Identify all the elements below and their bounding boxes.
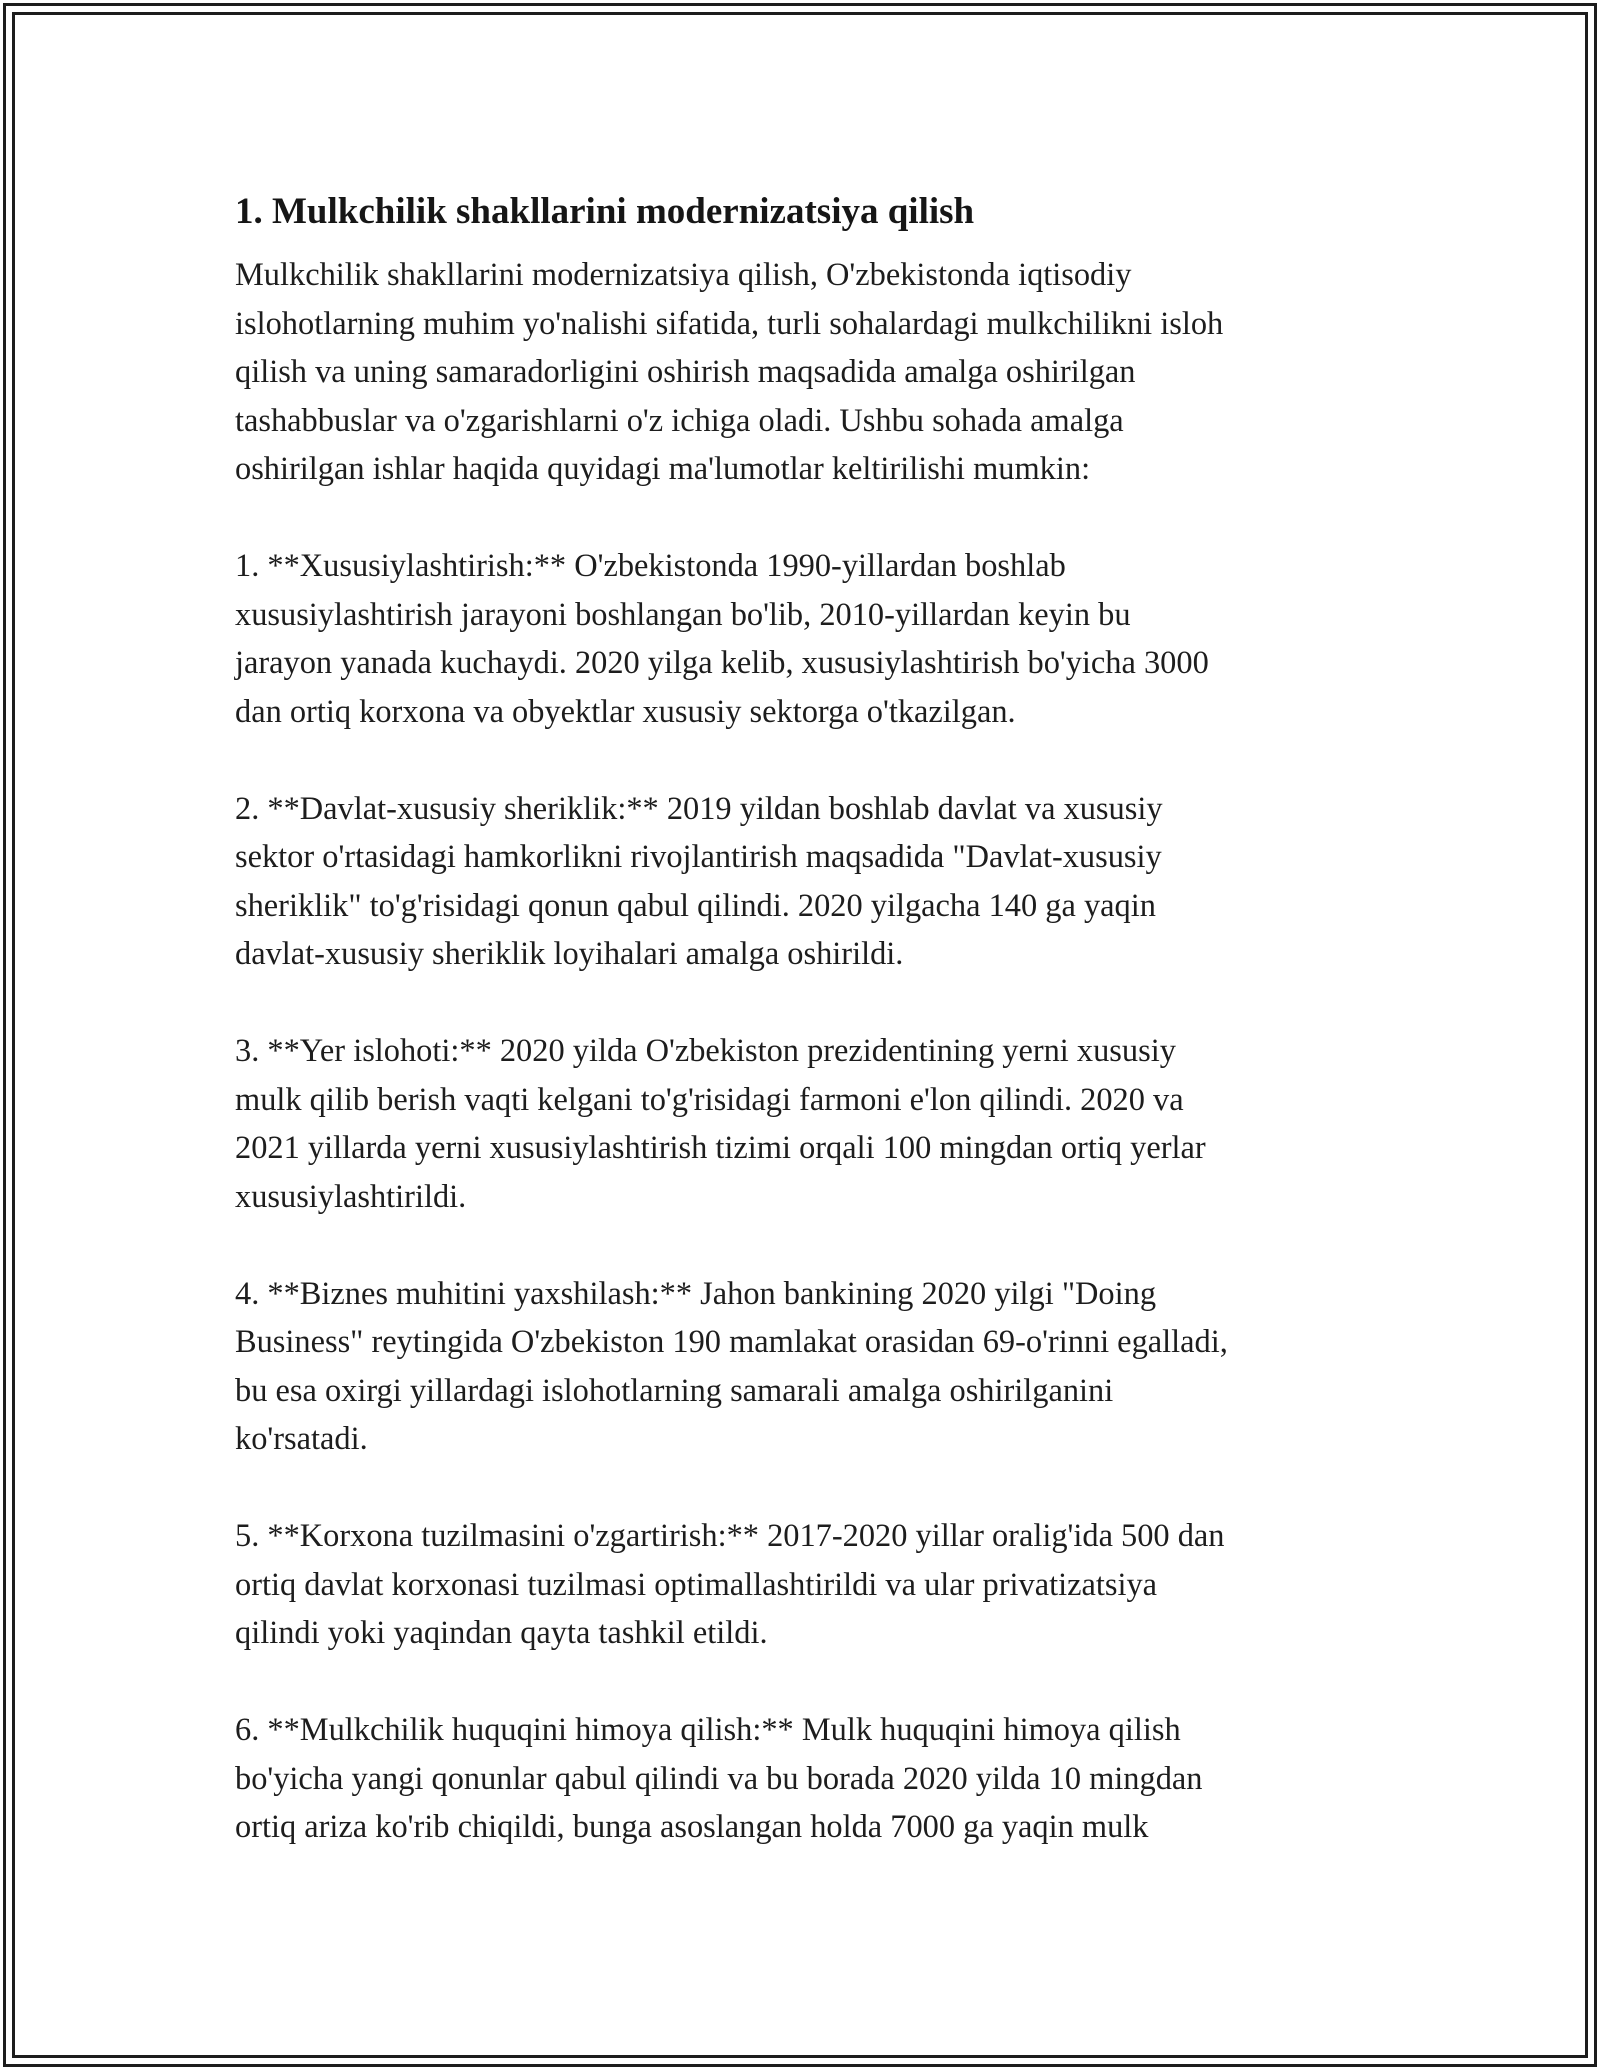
section-heading: 1. Mulkchilik shakllarini modernizatsiya qilish bbox=[235, 191, 975, 232]
intro-paragraph bbox=[235, 251, 1365, 494]
list-item-land-reform bbox=[235, 1027, 1365, 1221]
list-item-public-private-partnership bbox=[235, 785, 1365, 979]
intro-line: oshirilgan ishlar haqida quyidagi ma'lumotlar keltirilishi mumkin: bbox=[235, 451, 1091, 487]
list-item-line: 3. **Yer islohoti:** 2020 yilda O'zbekiston prezidentining yerni xususiy bbox=[235, 1033, 1176, 1069]
list-item-line: ko'rsatadi. bbox=[235, 1421, 368, 1457]
intro-line: islohotlarning muhim yo'nalishi sifatida, turli sohalardagi mulkchilikni isloh bbox=[235, 305, 1224, 342]
list-item-line: 6. **Mulkchilik huquqini himoya qilish:** Mulk huquqini himoya qilish bbox=[235, 1712, 1181, 1748]
document-body bbox=[235, 185, 1365, 1852]
list-item-line: 5. **Korxona tuzilmasini o'zgartirish:** 2017-2020 yillar oralig'ida 500 dan bbox=[235, 1518, 1225, 1554]
list-item-line: 4. **Biznes muhitini yaxshilash:** Jahon bankining 2020 yilgi "Doing bbox=[235, 1275, 1157, 1312]
list-item-line: xususiylashtirish jarayoni boshlangan bo'lib, 2010-yillardan keyin bu bbox=[235, 596, 1131, 633]
list-item-line: xususiylashtirildi. bbox=[235, 1178, 467, 1215]
list-item-privatization bbox=[235, 542, 1365, 736]
list-item-line: 2021 yillarda yerni xususiylashtirish tizimi orqali 100 mingdan ortiq yerlar bbox=[235, 1130, 1206, 1166]
list-item-line: davlat-xususiy sheriklik loyihalari amalga oshirildi. bbox=[235, 936, 904, 972]
list-item-line: 1. **Xususiylashtirish:** O'zbekistonda 1990-yillardan boshlab bbox=[235, 548, 1066, 584]
list-item-business-environment bbox=[235, 1270, 1365, 1464]
list-item-property-rights bbox=[235, 1706, 1365, 1852]
list-item-line: dan ortiq korxona va obyektlar xususiy sektorga o'tkazilgan. bbox=[235, 693, 1016, 730]
list-item-line: mulk qilib berish vaqti kelgani to'g'risidagi farmoni e'lon qilindi. 2020 va bbox=[235, 1081, 1184, 1118]
list-item-line: sektor o'rtasidagi hamkorlikni rivojlantirish maqsadida "Davlat-xususiy bbox=[235, 839, 1162, 875]
list-item-line: 2. **Davlat-xususiy sheriklik:** 2019 yildan boshlab davlat va xususiy bbox=[235, 790, 1163, 827]
list-item-line: ortiq ariza ko'rib chiqildi, bunga asoslangan holda 7000 ga yaqin mulk bbox=[235, 1809, 1149, 1845]
list-item-line: bu esa oxirgi yillardagi islohotlarning samarali amalga oshirilganini bbox=[235, 1372, 1114, 1409]
list-item-line: jarayon yanada kuchaydi. 2020 yilga kelib, xususiylashtirish bo'yicha 3000 bbox=[235, 645, 1209, 681]
intro-line: qilish va uning samaradorligini oshirish maqsadida amalga oshirilgan bbox=[235, 354, 1136, 390]
list-item-line: ortiq davlat korxonasi tuzilmasi optimallashtirildi va ular privatizatsiya bbox=[235, 1566, 1158, 1603]
intro-line: tashabbuslar va o'zgarishlarni o'z ichiga oladi. Ushbu sohada amalga bbox=[235, 402, 1124, 439]
list-item-enterprise-restructuring bbox=[235, 1512, 1365, 1658]
list-item-line: qilindi yoki yaqindan qayta tashkil etildi. bbox=[235, 1615, 768, 1651]
list-item-line: bo'yicha yangi qonunlar qabul qilindi va bu borada 2020 yilda 10 mingdan bbox=[235, 1760, 1203, 1797]
list-item-line: Business" reytingida O'zbekiston 190 mamlakat orasidan 69-o'rinni egalladi, bbox=[235, 1324, 1228, 1360]
intro-line: Mulkchilik shakllarini modernizatsiya qilish, O'zbekistonda iqtisodiy bbox=[235, 257, 1132, 293]
list-item-line: sheriklik" to'g'risidagi qonun qabul qilindi. 2020 yilgacha 140 ga yaqin bbox=[235, 887, 1156, 924]
